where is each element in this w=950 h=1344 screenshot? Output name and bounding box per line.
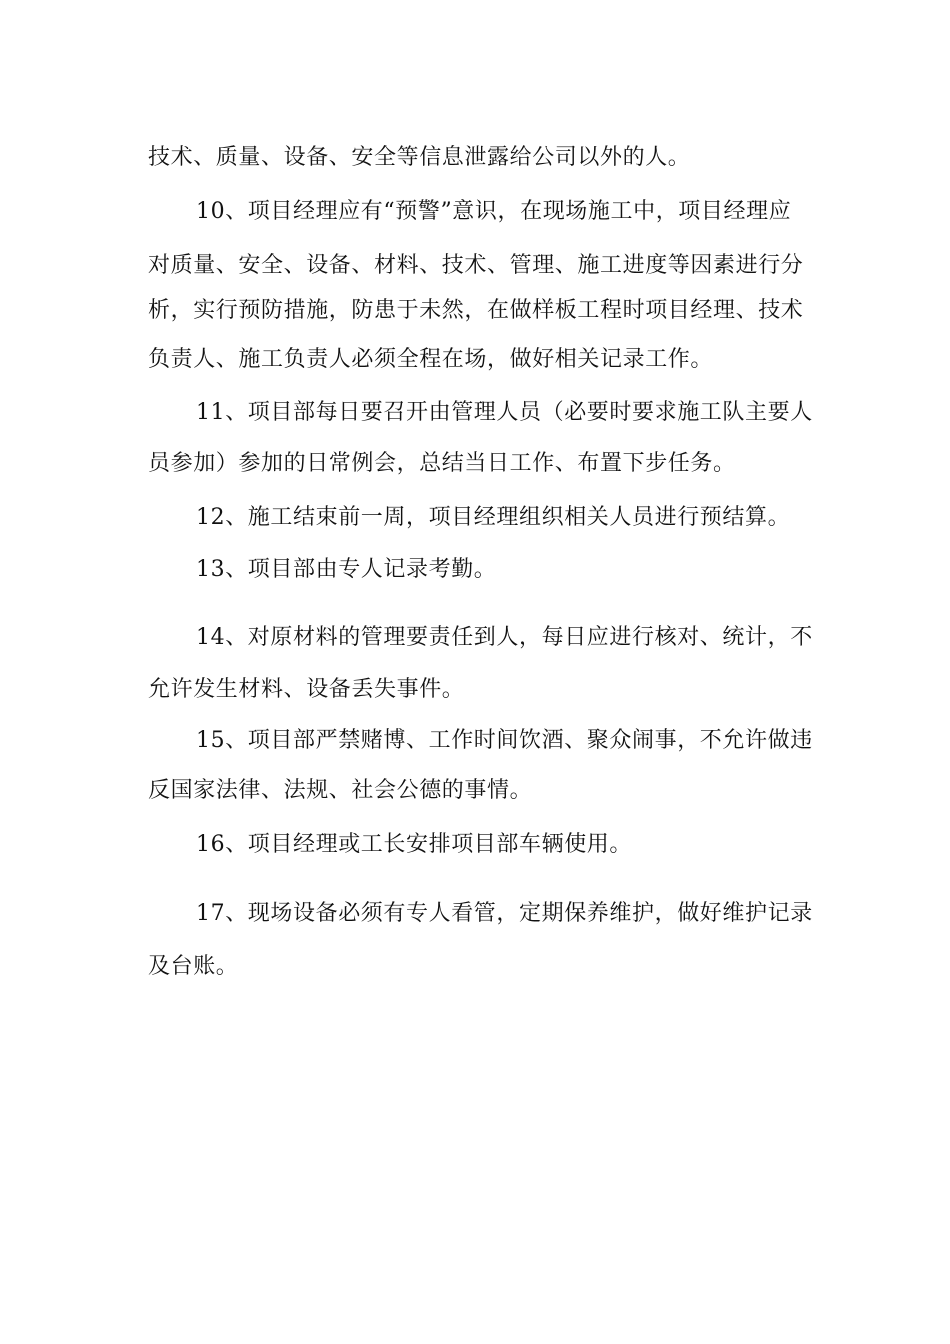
paragraph-12-line-1: 12、施工结束前一周，项目经理组织相关人员进行预结算。 xyxy=(196,505,791,530)
paragraph-11-line-2: 员参加）参加的日常例会，总结当日工作、布置下步任务。 xyxy=(148,451,736,476)
paragraph-17-line-1: 17、现场设备必须有专人看管，定期保养维护，做好维护记录 xyxy=(196,901,813,926)
paragraph-10-line-3: 析，实行预防措施，防患于未然，在做样板工程时项目经理、技术 xyxy=(148,298,804,323)
text-line: 技术、质量、设备、安全等信息泄露给公司以外的人。 xyxy=(148,145,691,170)
paragraph-14-line-1: 14、对原材料的管理要责任到人，每日应进行核对、统计，不 xyxy=(196,625,813,650)
paragraph-14-line-2: 允许发生材料、设备丢失事件。 xyxy=(148,677,465,702)
paragraph-10-line-1: 10、项目经理应有“预警”意识，在现场施工中，项目经理应 xyxy=(196,199,792,224)
paragraph-17-line-2: 及台账。 xyxy=(148,954,239,979)
paragraph-16-line-1: 16、项目经理或工长安排项目部车辆使用。 xyxy=(196,832,632,857)
paragraph-15-line-2: 反国家法律、法规、社会公德的事情。 xyxy=(148,778,533,803)
paragraph-13-line-1: 13、项目部由专人记录考勤。 xyxy=(196,557,497,582)
paragraph-10-line-4: 负责人、施工负责人必须全程在场，做好相关记录工作。 xyxy=(148,347,714,372)
paragraph-15-line-1: 15、项目部严禁赌博、工作时间饮酒、聚众闹事，不允许做违 xyxy=(196,728,813,753)
paragraph-11-line-1: 11、项目部每日要召开由管理人员（必要时要求施工队主要人 xyxy=(196,400,813,425)
paragraph-10-line-2: 对质量、安全、设备、材料、技术、管理、施工进度等因素进行分 xyxy=(148,253,804,278)
